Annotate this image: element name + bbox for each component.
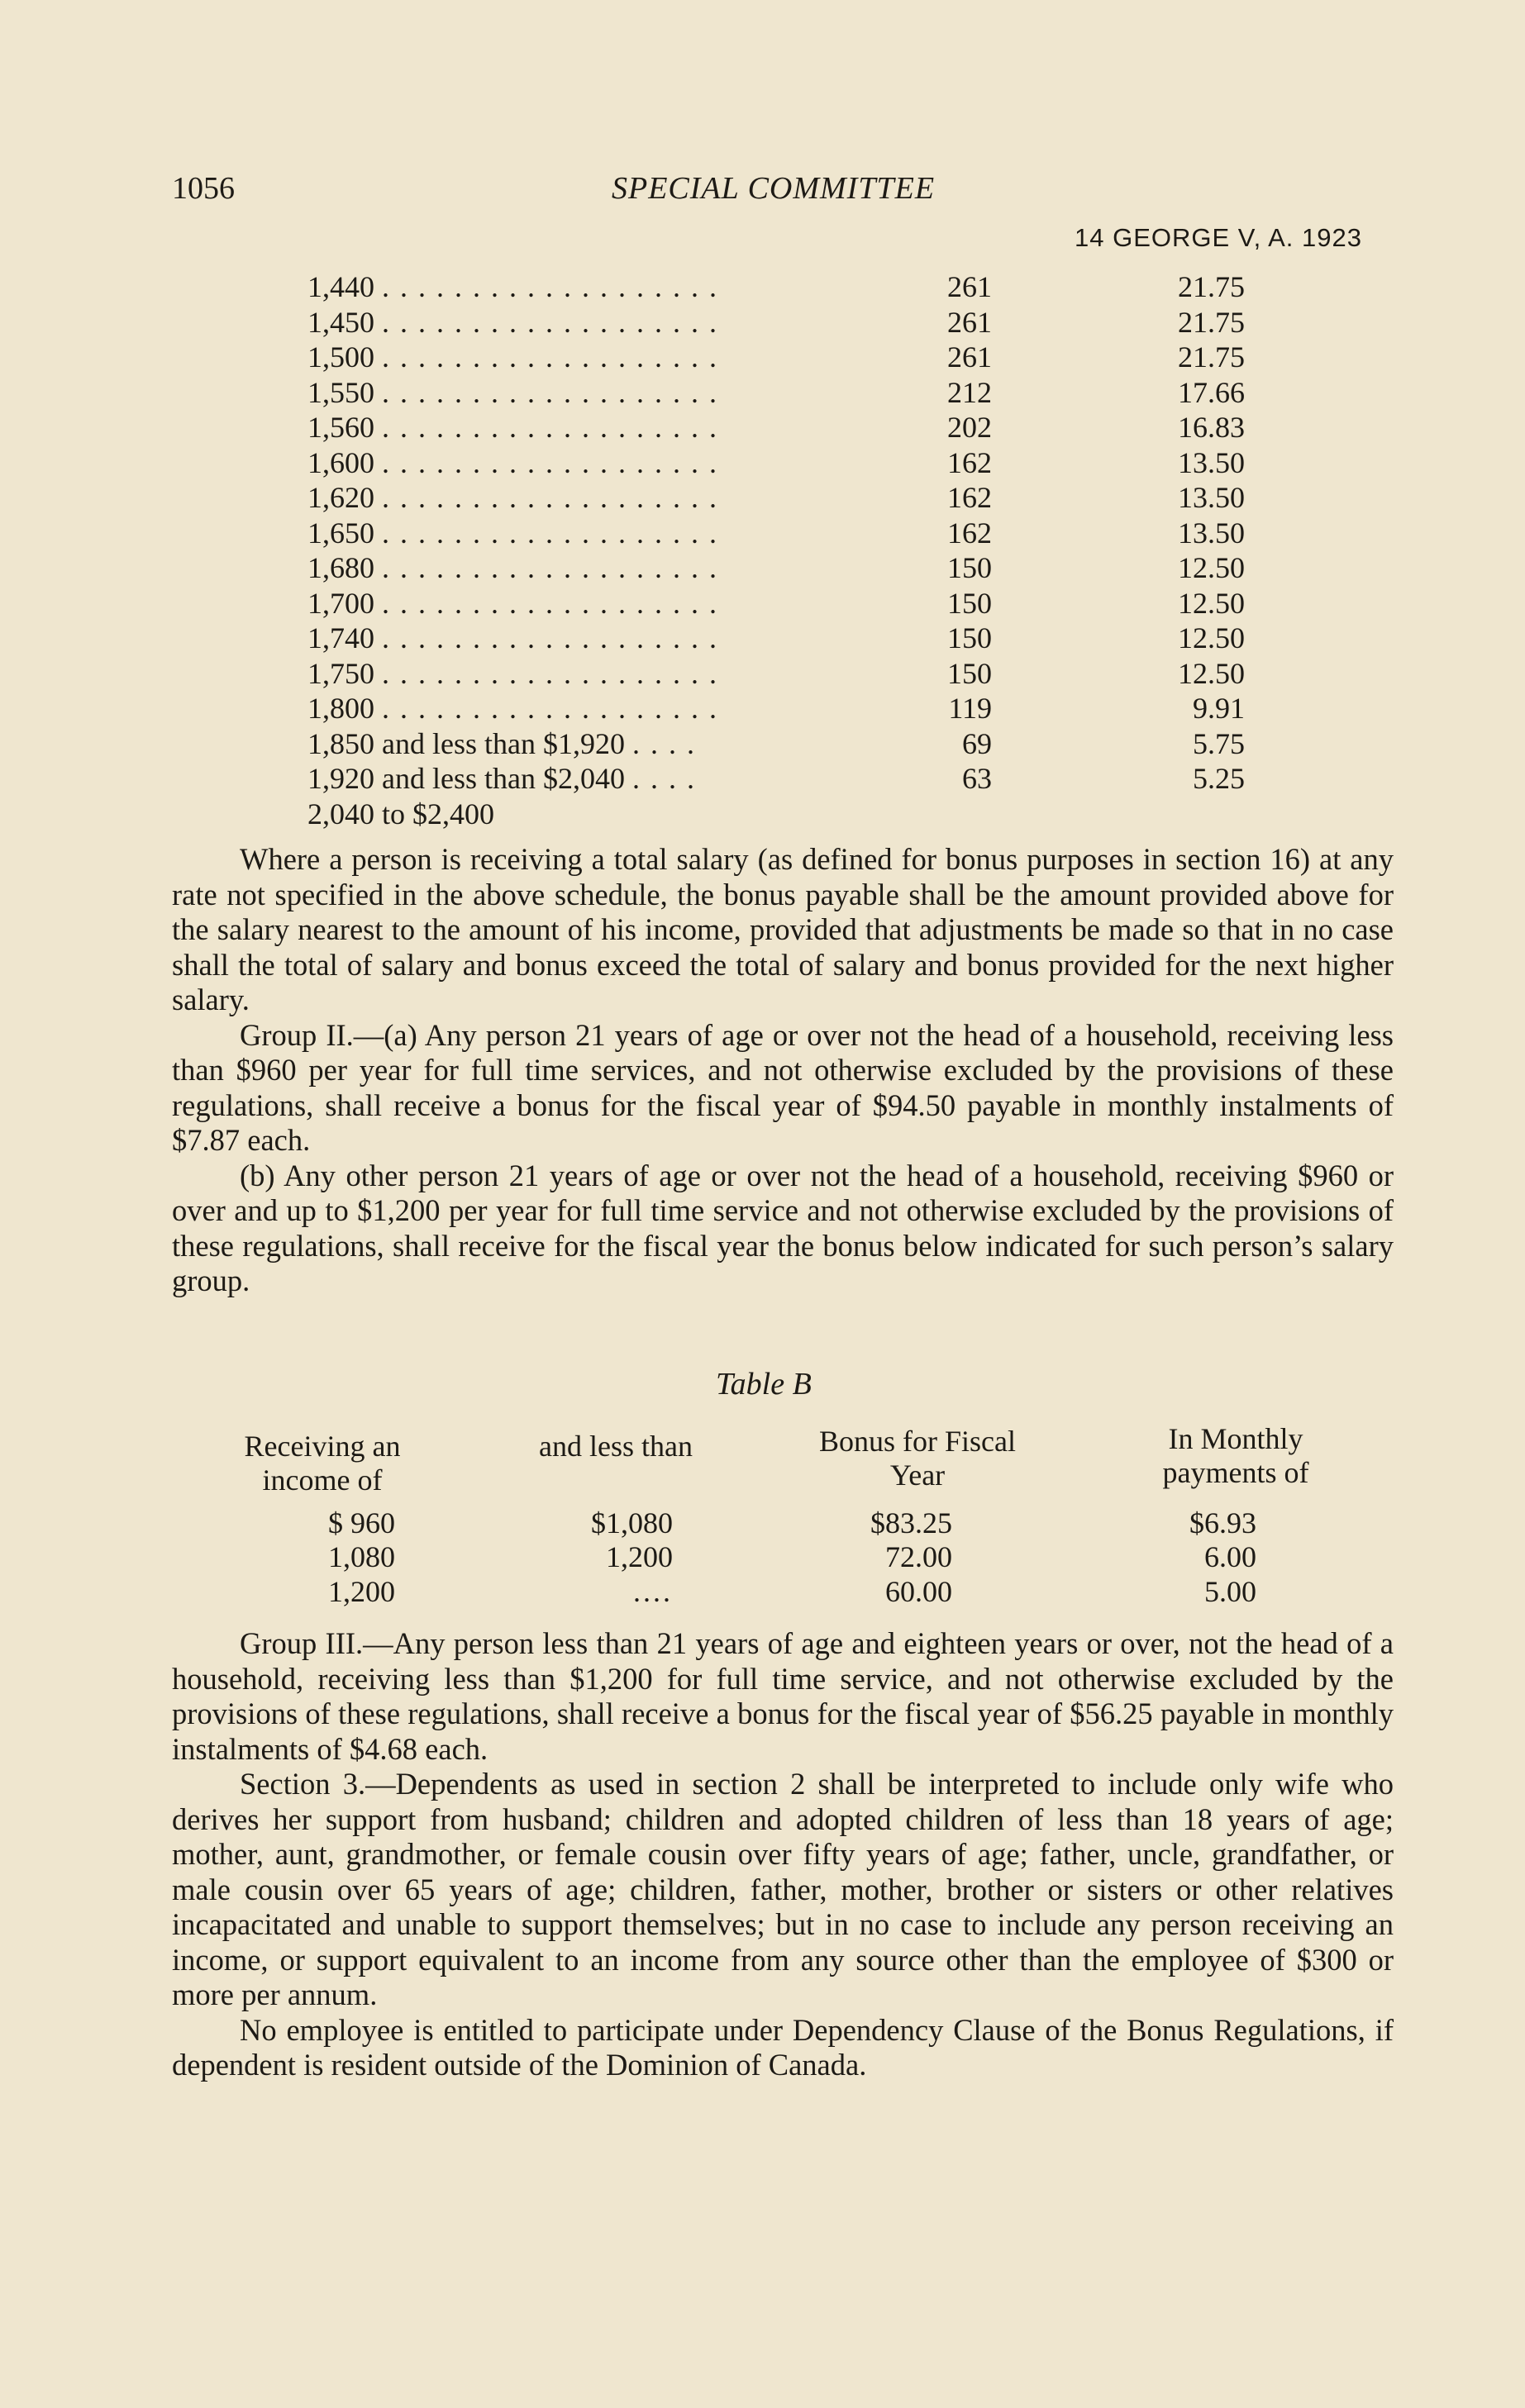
leader-dots: . . . .	[631, 726, 696, 760]
schedule-salary	[307, 797, 494, 831]
schedule-col1: 261	[947, 340, 992, 374]
salary-value: 1,450	[307, 305, 374, 339]
salary-value: 1,600	[307, 445, 374, 479]
table-cell: 1,080	[328, 1540, 395, 1573]
salary-value: 1,850 and less than $1,920	[307, 726, 625, 760]
table-header: Bonus for Fiscal Year	[819, 1425, 1016, 1492]
schedule-col2: 12.50	[1178, 656, 1245, 690]
paragraph: Group III.—Any person less than 21 years of age and eighteen years or over, not the head of a household, receiving less than $1,200 for full time service, and not otherwise excluded by the provisions of these regulations, shall receive a bonus for the fiscal year of $56.25 payable in monthly instalments of $4.68 each.	[172, 1626, 1394, 1766]
salary-value: 1,800	[307, 692, 374, 725]
schedule-salary	[307, 656, 718, 691]
schedule-col2: 16.83	[1178, 411, 1245, 444]
table-caption: Table B	[716, 1367, 812, 1401]
schedule-row	[307, 550, 1299, 586]
schedule-col2: 9.91	[1193, 692, 1245, 725]
schedule-col1: 162	[947, 481, 992, 514]
running-head: SPECIAL COMMITTEE	[612, 171, 936, 206]
leader-dots: . . . . . . . . . . . . . . . . . . .	[382, 270, 718, 303]
leader-dots: . . . . . . . . . . . . . . . . . . .	[382, 586, 718, 620]
schedule-row	[307, 269, 1299, 305]
schedule-row	[307, 410, 1299, 445]
schedule-salary	[307, 340, 718, 374]
salary-value: 1,920 and less than $2,040	[307, 762, 625, 795]
running-subhead: 14 GEORGE V, A. 1923	[1075, 223, 1362, 252]
table-cell: $1,080	[591, 1506, 673, 1540]
schedule-col2: 13.50	[1178, 445, 1245, 479]
salary-value: 1,500	[307, 340, 374, 374]
schedule-col2: 13.50	[1178, 481, 1245, 514]
paragraph: Where a person is receiving a total salary (as defined for bonus purposes in section 16) at any rate not specified in the above schedule, the bonus payable shall be the amount provided above for the salary nearest to the amount of his income, provided that adjustments be made so that in no case shall the total of salary and bonus exceed the total of salary and bonus provided for the next higher salary.	[172, 842, 1394, 1016]
salary-value: 2,040 to $2,400	[307, 797, 495, 830]
salary-value: 1,560	[307, 411, 374, 444]
schedule-salary	[307, 691, 718, 726]
schedule-row	[307, 797, 1299, 832]
table-cell: 60.00	[885, 1575, 952, 1608]
schedule-col1: 162	[947, 516, 992, 550]
schedule-row	[307, 516, 1299, 551]
leader-dots: . . . . . . . . . . . . . . . . . . .	[382, 375, 718, 409]
schedule-row	[307, 340, 1299, 375]
schedule-row	[307, 726, 1299, 762]
table-cell: 1,200	[328, 1575, 395, 1608]
schedule-col1: 119	[948, 692, 992, 725]
salary-value: 1,750	[307, 656, 374, 690]
schedule-salary	[307, 621, 718, 655]
schedule-col1: 150	[947, 656, 992, 690]
schedule-col1: 69	[962, 726, 992, 760]
schedule-row	[307, 480, 1299, 516]
schedule-col1: 261	[947, 305, 992, 339]
schedule-col2: 12.50	[1178, 586, 1245, 620]
salary-value: 1,740	[307, 621, 374, 654]
paragraph: Section 3.—Dependents as used in section 2 shall be interpreted to include only wife who derives her support from husband; children and adopted children of less than 18 years of age; mother, aunt, grandmother, or female cousin over fifty years of age; father, uncle, grandfather, or male cousin over 65 years of age; children, father, mother, brother or sisters or other relatives incapacitated and unable to support themselves; but in no case to include any person receiving an income, or support equivalent to an income from any source other than the employee of $300 or more per annum.	[172, 1767, 1394, 2011]
salary-value: 1,700	[307, 586, 374, 620]
schedule-row	[307, 305, 1299, 340]
schedule-row	[307, 691, 1299, 726]
leader-dots: . . . . . . . . . . . . . . . . . . .	[382, 621, 718, 654]
table-cell: 6.00	[1204, 1540, 1256, 1573]
table-cell: $ 960	[328, 1506, 395, 1540]
schedule-col1: 150	[947, 551, 992, 584]
table-cell: 1,200	[606, 1540, 673, 1573]
schedule-salary	[307, 761, 696, 796]
schedule-salary	[307, 410, 718, 445]
schedule-salary	[307, 586, 718, 621]
schedule-col1: 162	[947, 445, 992, 479]
schedule-col1: 212	[947, 375, 992, 409]
leader-dots: . . . .	[631, 762, 696, 795]
text-block-b	[172, 1626, 1394, 2083]
leader-dots: . . . . . . . . . . . . . . . . . . .	[382, 340, 718, 374]
schedule-col2: 21.75	[1178, 270, 1245, 303]
table-cell: ....	[633, 1575, 673, 1608]
salary-value: 1,620	[307, 481, 374, 514]
table-cell: 72.00	[885, 1540, 952, 1573]
text-block-a	[172, 842, 1394, 1299]
schedule-row	[307, 375, 1299, 411]
schedule-col2: 21.75	[1178, 340, 1245, 374]
schedule-col1: 150	[947, 586, 992, 620]
leader-dots: . . . . . . . . . . . . . . . . . . .	[382, 516, 718, 550]
schedule-col2: 21.75	[1178, 305, 1245, 339]
leader-dots: . . . . . . . . . . . . . . . . . . .	[382, 551, 718, 584]
salary-value: 1,440	[307, 270, 374, 303]
schedule-col2: 12.50	[1178, 551, 1245, 584]
schedule-salary	[307, 445, 718, 480]
page-number: 1056	[172, 171, 235, 206]
salary-value: 1,680	[307, 551, 374, 584]
schedule-col2: 5.75	[1193, 726, 1245, 760]
leader-dots: . . . . . . . . . . . . . . . . . . .	[382, 411, 718, 444]
table-header: In Monthly payments of	[1162, 1422, 1309, 1489]
schedule-salary	[307, 726, 696, 761]
schedule-col2: 12.50	[1178, 621, 1245, 654]
schedule-salary	[307, 550, 718, 585]
schedule-salary	[307, 269, 718, 304]
paragraph: Group II.—(a) Any person 21 years of age or over not the head of a household, receiving less than $960 per year for full time services, and not otherwise excluded by the provisions of these regulations, shall receive a bonus for the fiscal year of $94.50 payable in monthly instalments of $7.87 each.	[172, 1017, 1394, 1157]
leader-dots: . . . . . . . . . . . . . . . . . . .	[382, 692, 718, 725]
table-cell: $83.25	[870, 1506, 952, 1540]
schedule-row	[307, 656, 1299, 692]
salary-value: 1,650	[307, 516, 374, 550]
schedule-salary	[307, 375, 718, 410]
schedule-col2: 13.50	[1178, 516, 1245, 550]
schedule-row	[307, 761, 1299, 797]
schedule-col1: 202	[947, 411, 992, 444]
schedule-row	[307, 621, 1299, 656]
schedule-col2: 17.66	[1178, 375, 1245, 409]
schedule-row	[307, 445, 1299, 481]
table-header: Receiving an income of	[244, 1430, 401, 1497]
schedule-col2: 5.25	[1193, 762, 1245, 795]
salary-value: 1,550	[307, 375, 374, 409]
table-cell: 5.00	[1204, 1575, 1256, 1608]
schedule-col1: 261	[947, 270, 992, 303]
schedule-salary	[307, 305, 718, 340]
schedule-salary	[307, 480, 718, 515]
leader-dots: . . . . . . . . . . . . . . . . . . .	[382, 481, 718, 514]
schedule-row	[307, 586, 1299, 621]
schedule-salary	[307, 516, 718, 550]
paragraph: No employee is entitled to participate under Dependency Clause of the Bonus Regulations, if dependent is resident outside of the Dominion of Canada.	[172, 2012, 1394, 2082]
leader-dots: . . . . . . . . . . . . . . . . . . .	[382, 305, 718, 339]
salary-schedule	[307, 269, 1299, 831]
leader-dots: . . . . . . . . . . . . . . . . . . .	[382, 445, 718, 479]
schedule-col1: 63	[962, 762, 992, 795]
leader-dots: . . . . . . . . . . . . . . . . . . .	[382, 656, 718, 690]
table-header: and less than	[539, 1430, 693, 1463]
paragraph: (b) Any other person 21 years of age or over not the head of a household, receiving $960 or over and up to $1,200 per year for full time service and not otherwise excluded by the provisions of these regulations, shall receive for the fiscal year the bonus below indicated for such person’s salary group.	[172, 1158, 1394, 1297]
table-cell: $6.93	[1189, 1506, 1256, 1540]
schedule-col1: 150	[947, 621, 992, 654]
